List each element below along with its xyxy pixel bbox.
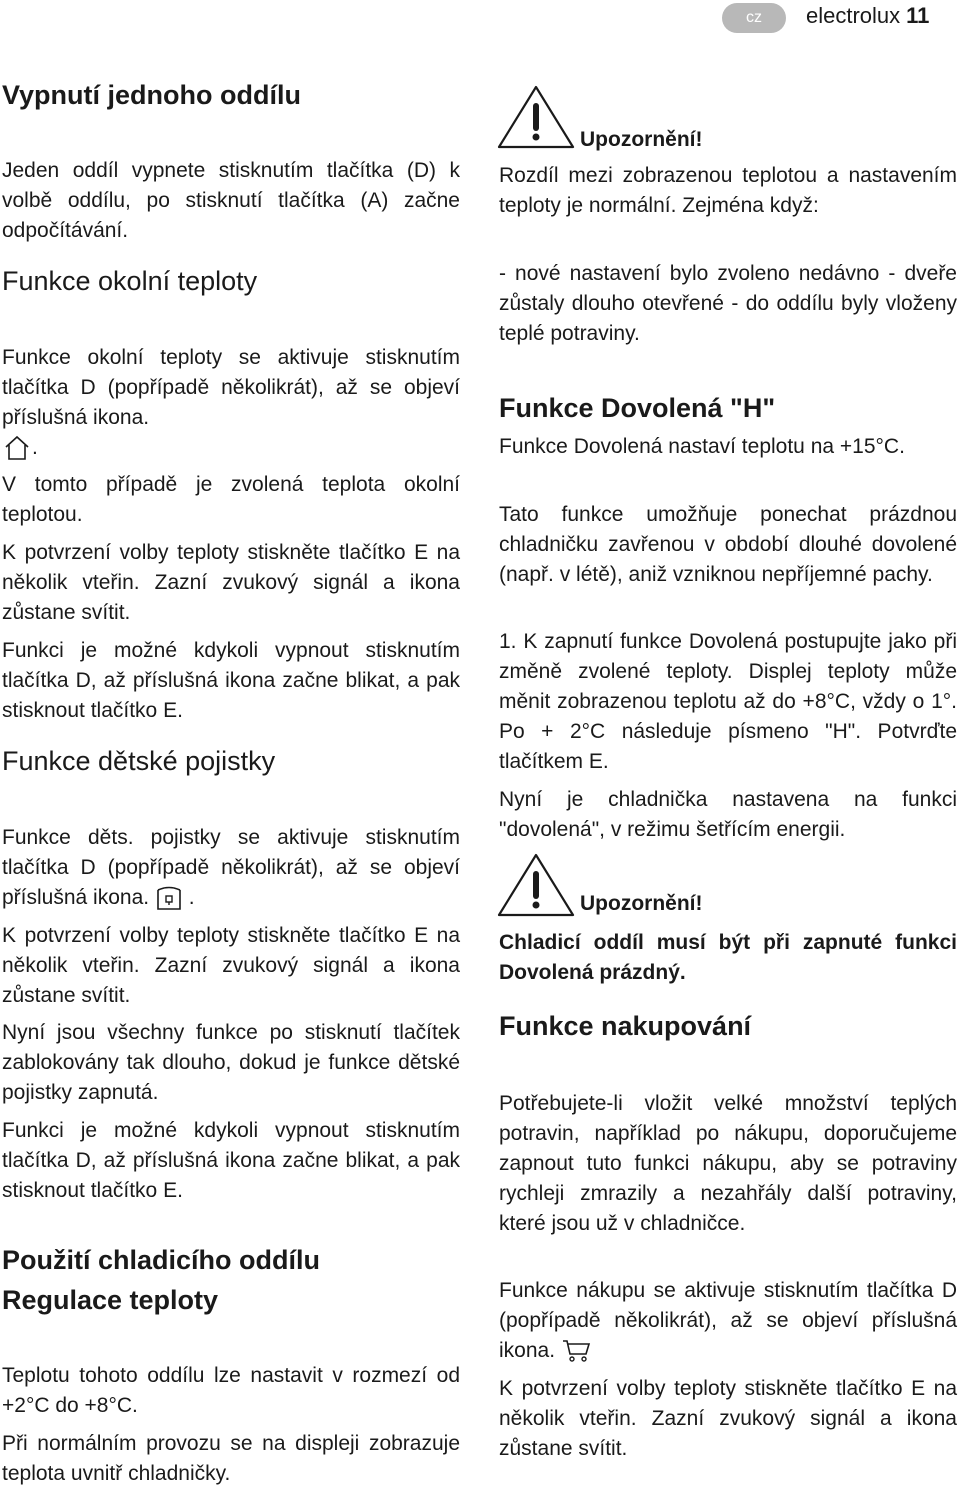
child-lock-text-4: Funkci je možné kdykoli vypnout stisknutím tlačítka D, až příslušná ikona začne blikat, a pak stisknout tlačítko E. — [2, 1119, 460, 1202]
ambient-text-1: Funkce okolní teploty se aktivuje stisknutím tlačítka D (popřípadě několikrát), až se objeví příslušná ikona. . — [2, 343, 460, 463]
shopping-text-2: Funkce nákupu se aktivuje stisknutím tlačítka D (popřípadě několikrát), až se objeví příslušná ikona. — [499, 1276, 957, 1366]
child-lock-text-2: K potvrzení volby teploty stiskněte tlačítko E na několik vteřin. Zazní zvukový signál a ikona zůstane svítit. — [2, 924, 460, 1007]
warning-text-1: Rozdíl mezi zobrazenou teplotou a nastavením teploty je normální. Zejména když: — [499, 164, 957, 217]
holiday-text-4: Nyní je chladnička nastavena na funkci "dovolená", v režimu šetřícím energii. — [499, 788, 957, 841]
holiday-text-3: 1. K zapnutí funkce Dovolená postupujte jako při změně zvolené teploty. Displej teploty může měnit zobrazenou teplotu až do +8°C, vždy o 1°. Po + 2°C následuje písmeno "H". Potvrďte tlačítkem E. — [499, 630, 957, 773]
child-lock-text-3: Nyní jsou všechny funkce po stisknutí tlačítek zablokovány tak dlouho, dokud je funkce dětské pojistky zapnutá. — [2, 1021, 460, 1104]
fridge-temp-text-2: Při normálním provozu se na displeji zobrazuje teplota uvnitř chladničky. — [2, 1432, 460, 1485]
section-title-holiday: Funkce Dovolená "H" — [499, 393, 776, 423]
section-title-shopping: Funkce nakupování — [499, 1011, 752, 1041]
shopping-cart-icon — [561, 1338, 591, 1364]
child-lock-icon — [155, 884, 183, 912]
page-header — [806, 1, 929, 31]
ambient-text-2: V tomto případě je zvolená teplota okolní teplotou. — [2, 473, 460, 526]
fridge-temp-text-1: Teplotu tohoto oddílu lze nastavit v rozmezí od +2°C do +8°C. — [2, 1364, 460, 1417]
warning-text-2: - nové nastavení bylo zvoleno nedávno - dveře zůstaly dlouho otevřené - do oddílu byly vloženy teplé potraviny. — [499, 262, 957, 345]
warning-text-3: Chladicí oddíl musí být při zapnuté funkci Dovolená prázdný. — [499, 931, 957, 984]
holiday-text-1: Funkce Dovolená nastaví teplotu na +15°C. — [499, 435, 905, 458]
brand-name: electrolux — [806, 3, 901, 28]
warning-label-1: Upozornění! — [580, 128, 703, 151]
language-badge: cz — [722, 3, 786, 33]
ambient-text-3: K potvrzení volby teploty stiskněte tlačítko E na několik vteřin. Zazní zvukový signál a ikona zůstane svítit. — [2, 541, 460, 624]
home-icon — [2, 435, 32, 461]
zone-off-text: Jeden oddíl vypnete stisknutím tlačítka (D) k volbě oddílu, po stisknutí tlačítka (A) začne odpočítávání. — [2, 159, 460, 242]
section-title-fridge: Použití chladicího oddílu — [2, 1245, 320, 1275]
shopping-text-1: Potřebujete-li vložit velké množství teplých potravin, například po nákupu, doporučujeme zapnout tuto funkci nákupu, aby se potraviny rychleji zmrazily a nezahřály další potraviny, které jsou už v chladničce. — [499, 1092, 957, 1235]
section-title-ambient: Funkce okolní teploty — [2, 266, 258, 296]
page-number: 11 — [906, 3, 930, 28]
subsection-title-temperature: Regulace teploty — [2, 1285, 219, 1315]
holiday-text-2: Tato funkce umožňuje ponechat prázdnou chladničku zavřenou v období dlouhé dovolené (např. v létě), aniž vzniknou nepříjemné pachy. — [499, 503, 957, 586]
warning-icon — [497, 852, 575, 918]
section-title-child-lock: Funkce dětské pojistky — [2, 746, 276, 776]
child-lock-text-1: Funkce děts. pojistky se aktivuje stisknutím tlačítka D (popřípadě několikrát), až se objeví příslušná ikona. . — [2, 823, 460, 913]
warning-icon — [497, 84, 575, 150]
shopping-text-3: K potvrzení volby teploty stiskněte tlačítko E na několik vteřin. Zazní zvukový signál a ikona zůstane svítit. — [499, 1377, 957, 1460]
section-title-zone-off: Vypnutí jednoho oddílu — [2, 80, 301, 110]
warning-label-2: Upozornění! — [580, 892, 703, 915]
ambient-text-4: Funkci je možné kdykoli vypnout stisknutím tlačítka D, až příslušná ikona začne blikat, a pak stisknout tlačítko E. — [2, 639, 460, 722]
